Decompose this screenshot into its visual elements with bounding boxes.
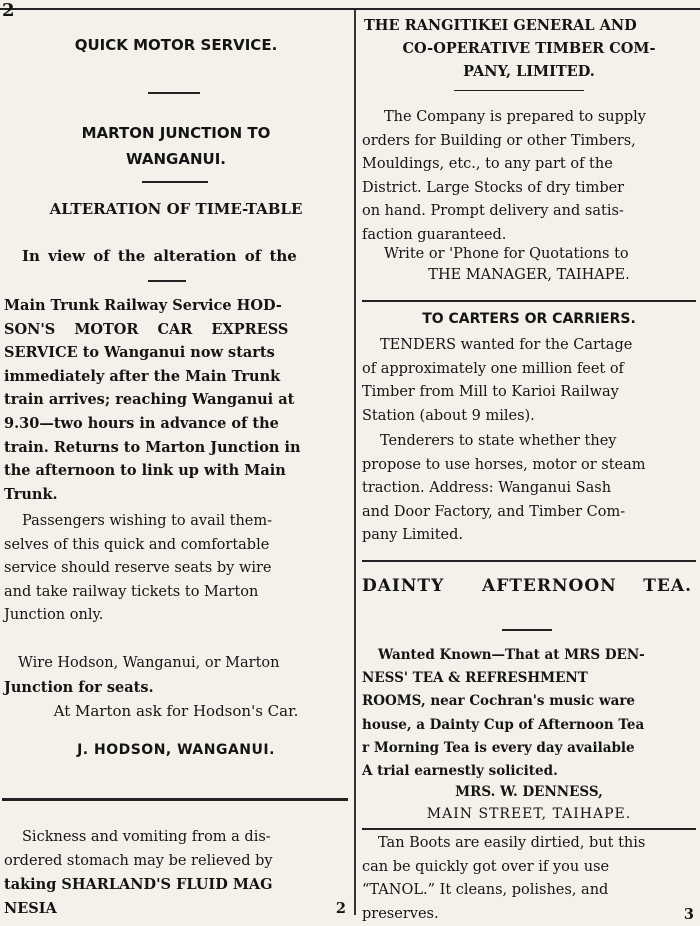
text-line: immediately after the Main Trunk [4, 367, 281, 385]
text-line: propose to use horses, motor or steam [362, 456, 646, 473]
short-rule [502, 629, 552, 631]
service-paragraph [4, 294, 350, 506]
short-rule [142, 181, 208, 183]
text-line: Tan Boots are easily dirtied, but this [378, 835, 646, 851]
ad-number: 2 [335, 899, 346, 917]
heading-line: THE RANGITIKEI GENERAL AND [364, 17, 637, 34]
text-line-with-number [362, 903, 698, 926]
text-line: train. Returns to Marton Junction in [4, 438, 301, 456]
heading-line: CO-OPERATIVE TIMBER COM- [402, 40, 656, 57]
text-line: Tenderers to state whether they [380, 433, 617, 449]
quick-motor-heading: QUICK MOTOR SERVICE. [74, 36, 278, 54]
text-fragment: preserves. [362, 905, 439, 922]
text-line: Sickness and vomiting from a dis- [22, 829, 271, 845]
text-line: The Company is prepared to supply [384, 109, 646, 125]
page-top-mark: 2 [2, 0, 15, 21]
text-line: Wanted Known—That at MRS DEN- [378, 647, 645, 663]
text-line: A trial earnestly solicited. [362, 763, 558, 780]
text-fragment: NESIA [4, 899, 57, 917]
tea-signature-2: MAIN STREET, TAIHAPE. [426, 806, 632, 822]
section-rule [2, 798, 348, 801]
text-line: Passengers wishing to avail them- [22, 513, 273, 529]
text-line: the afternoon to link up with Main [4, 462, 286, 480]
section-rule [362, 300, 696, 302]
section-rule [362, 828, 696, 830]
text-line: Station (about 9 miles). [362, 407, 535, 424]
hodson-signature: J. HODSON, WANGANUI. [77, 742, 275, 758]
text-line: 9.30—two hours in advance of the [4, 414, 279, 432]
heading-word: DAINTY [362, 576, 445, 596]
ad-number: 3 [683, 905, 694, 923]
text-line: r Morning Tea is every day available [362, 739, 635, 756]
timber-manager: THE MANAGER, TAIHAPE. [428, 267, 630, 283]
text-line: house, a Dainty Cup of Afternoon Tea [362, 716, 645, 733]
tan-paragraph [362, 832, 698, 926]
short-rule [148, 92, 200, 94]
text-line: ROOMS, near Cochran's music ware [362, 693, 636, 710]
sickness-paragraph [4, 826, 350, 921]
text-line: can be quickly got over if you use [362, 858, 610, 875]
marton-note: At Marton ask for Hodson's Car. [53, 702, 299, 720]
short-rule [148, 280, 186, 282]
text-line: Main Trunk Railway Service HOD- [4, 297, 282, 314]
text-line: Junction for seats. [4, 678, 154, 696]
text-line: and take railway tickets to Marton [4, 583, 259, 600]
text-line: train arrives; reaching Wanganui at [4, 391, 295, 409]
dainty-heading [362, 576, 696, 596]
text-line: Junction only. [4, 607, 104, 624]
passengers-paragraph [4, 510, 350, 628]
text-line: Mouldings, etc., to any part of the [362, 156, 613, 173]
top-rule [0, 8, 700, 10]
carters-heading: TO CARTERS OR CARRIERS. [422, 311, 636, 327]
text-line: orders for Building or other Timbers, [362, 132, 636, 149]
text-line: taking SHARLAND'S FLUID MAG [4, 876, 273, 894]
heading-line: PANY, LIMITED. [463, 63, 595, 80]
text-line: Timber from Mill to Karioi Railway [362, 384, 619, 401]
text-line-with-number [4, 897, 350, 922]
timber-heading [358, 14, 700, 83]
text-line: NESS' TEA & REFRESHMENT [362, 670, 588, 687]
text-line: Wire Hodson, Wanganui, or Marton [18, 655, 280, 671]
wire-paragraph [4, 652, 350, 699]
route-line-1: MARTON JUNCTION TO [81, 124, 271, 142]
heading-word: TEA. [643, 576, 692, 596]
column-rule [354, 10, 356, 915]
text-line: “TANOL.” It cleans, polishes, and [362, 882, 609, 899]
text-line: SON'S MOTOR CAR EXPRESS [4, 320, 289, 338]
route-line-2: WANGANUI. [126, 150, 226, 168]
text-line: ordered stomach may be relieved by [4, 852, 273, 869]
section-rule [362, 560, 696, 562]
heading-word: AFTERNOON [482, 576, 617, 596]
carters-paragraph [362, 334, 698, 428]
text-line: pany Limited. [362, 527, 464, 544]
text-line: and Door Factory, and Timber Com- [362, 503, 626, 520]
text-line: service should reserve seats by wire [4, 560, 272, 577]
intro-line: In view of the alteration of the [22, 247, 297, 265]
short-rule [454, 90, 584, 91]
text-line: TENDERS wanted for the Cartage [380, 337, 633, 353]
text-line: faction guaranteed. [362, 226, 507, 243]
text-line: SERVICE to Wanganui now starts [4, 344, 275, 362]
tenderers-paragraph [362, 430, 698, 548]
text-line: traction. Address: Wanganui Sash [362, 480, 612, 497]
text-line: District. Large Stocks of dry timber [362, 179, 625, 196]
text-line: Trunk. [4, 485, 58, 503]
text-line: on hand. Prompt delivery and satis- [362, 203, 624, 220]
tea-signature-1: MRS. W. DENNESS, [455, 784, 603, 800]
tea-paragraph [362, 644, 698, 783]
text-line: of approximately one million feet of [362, 360, 624, 377]
alteration-subhead: ALTERATION OF TIME-TABLE [49, 200, 303, 218]
timber-paragraph [362, 106, 698, 248]
timber-write-line: Write or 'Phone for Quotations to [384, 246, 629, 262]
text-line: selves of this quick and comfortable [4, 536, 270, 553]
